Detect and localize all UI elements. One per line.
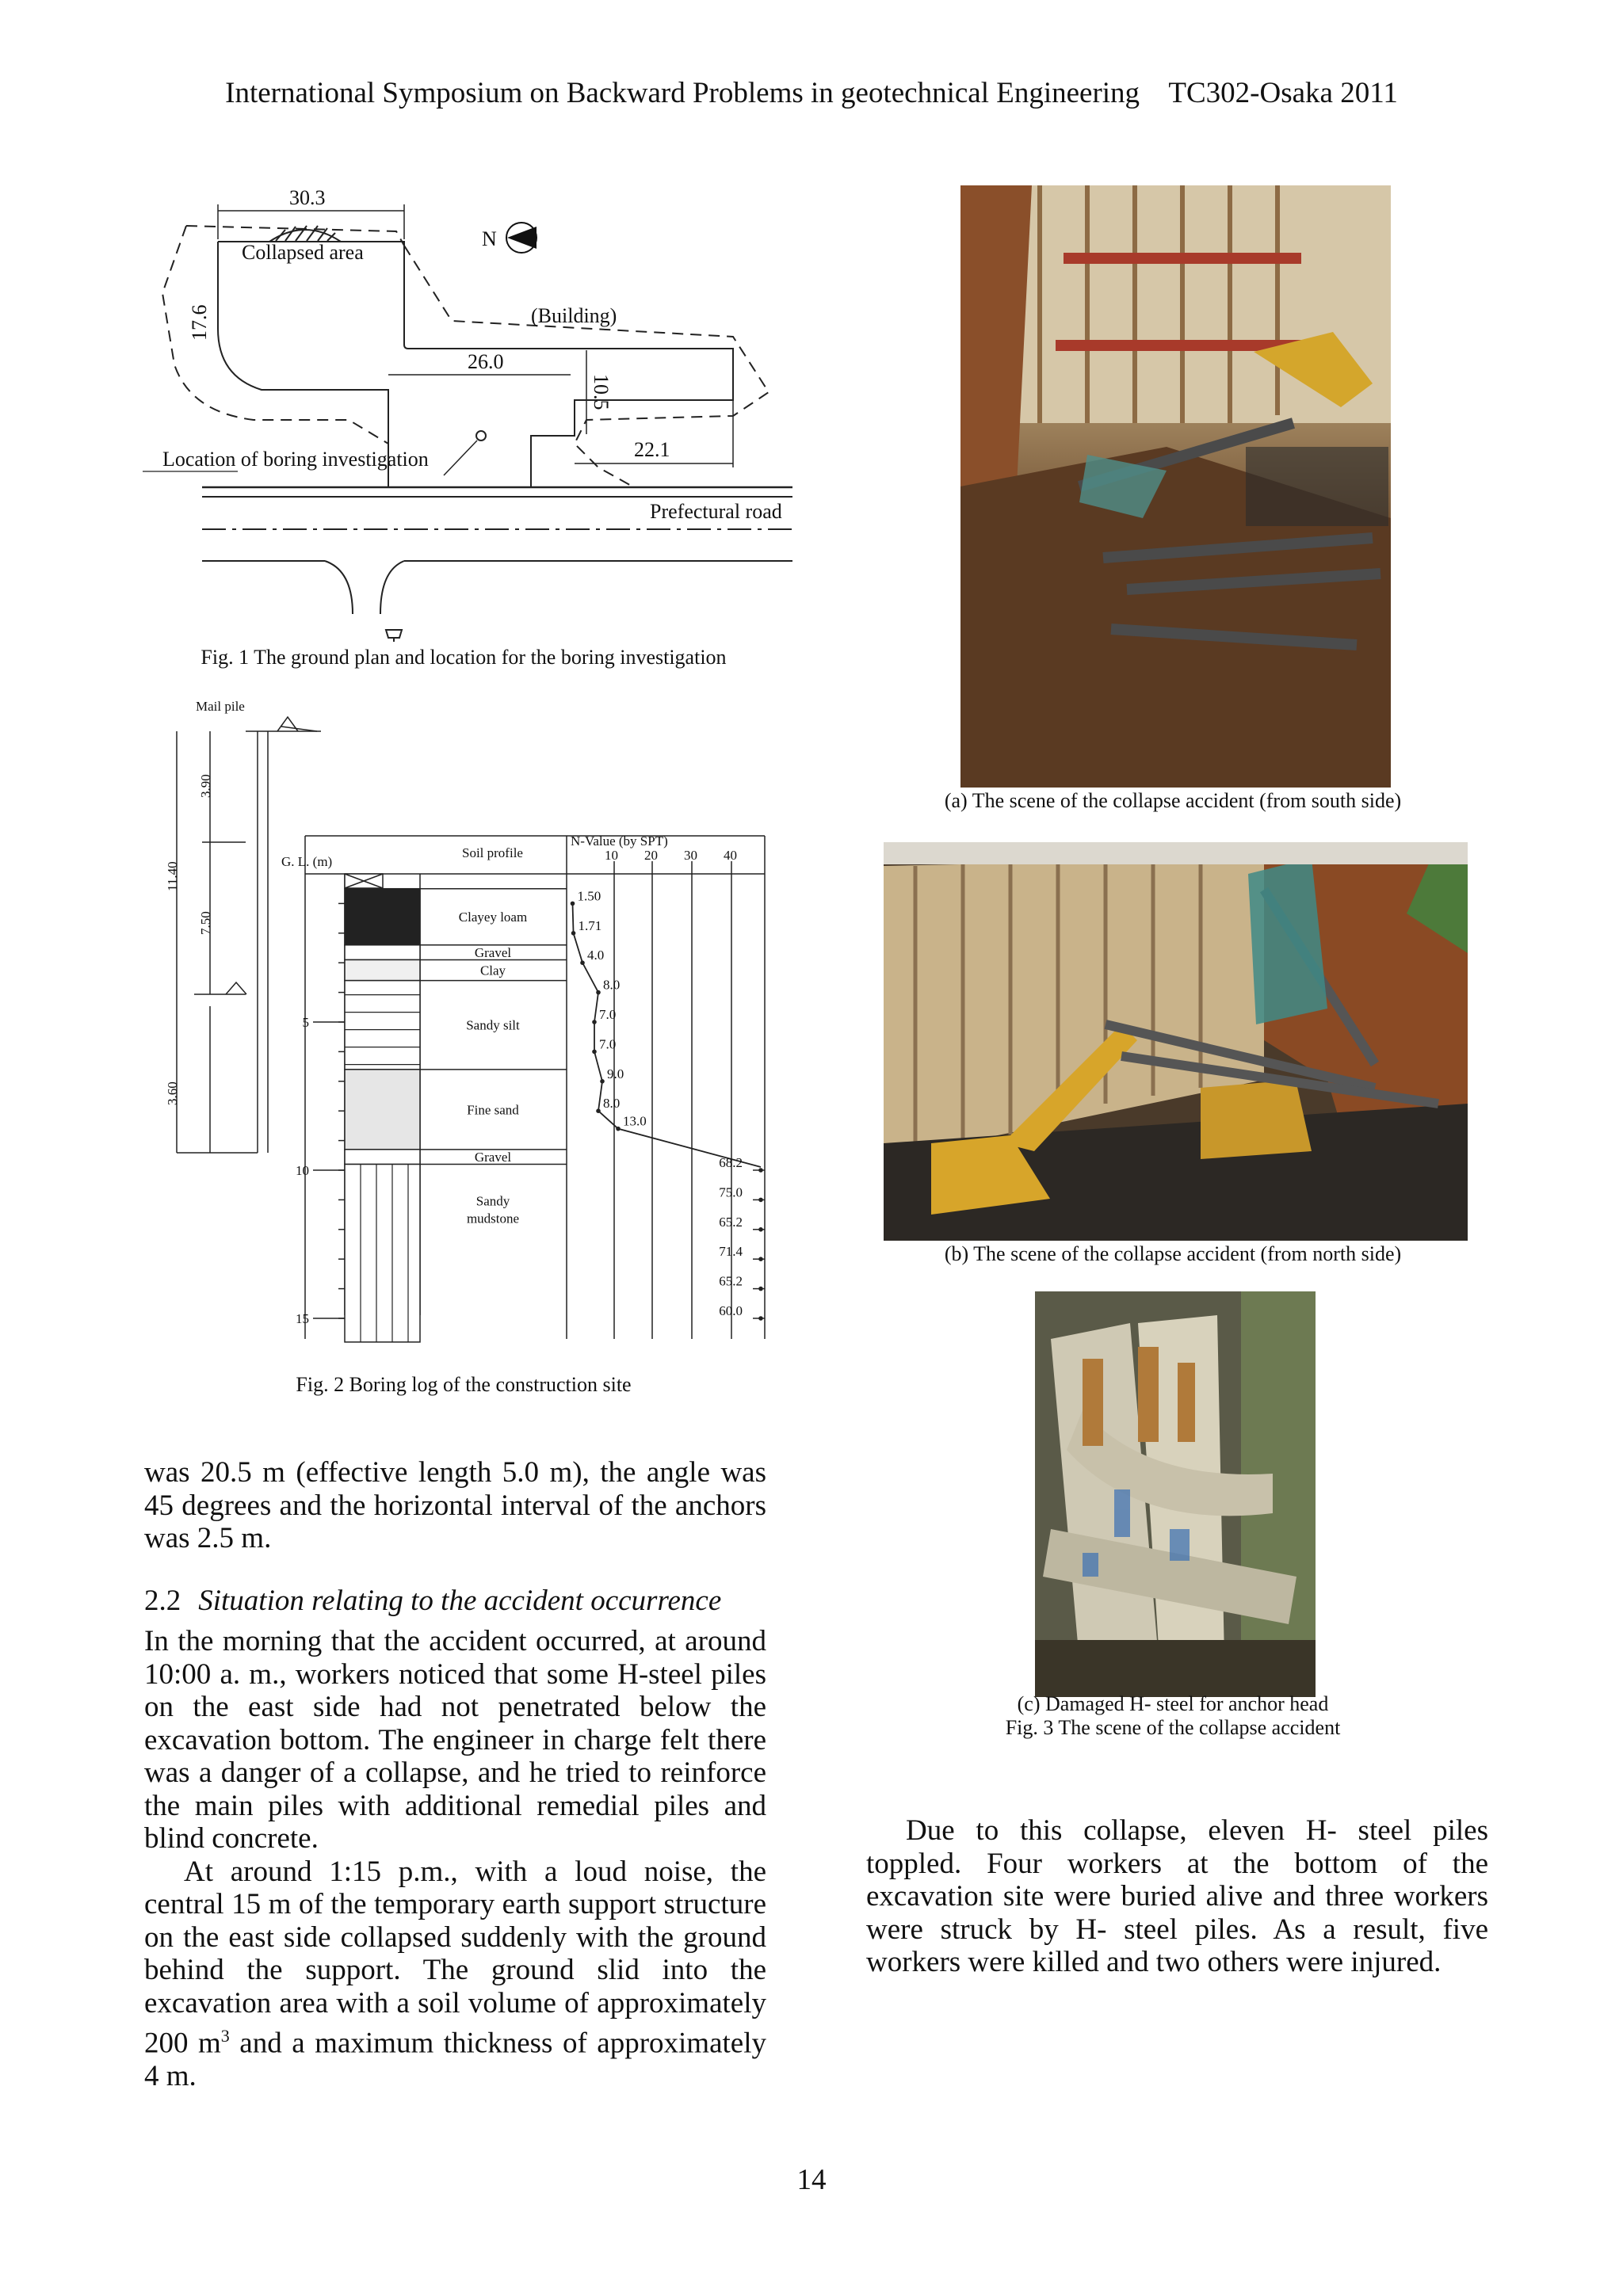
n-value-point (600, 1079, 605, 1084)
fig1-ground-plan (143, 182, 808, 642)
dim-22-1: 22.1 (634, 438, 670, 461)
soil-layer-label: Fine sand (467, 1102, 519, 1118)
n-value-label: 60.0 (719, 1303, 743, 1318)
pile-dim-1: 3.90 (198, 774, 213, 798)
n-value-label: 7.0 (599, 1036, 617, 1052)
collapsed-area-label: Collapsed area (242, 241, 364, 264)
fig3c-caption: (c) Damaged H- steel for anchor head (1017, 1692, 1329, 1715)
depth-tick-label: 10 (296, 1163, 309, 1178)
north-label: N (482, 227, 497, 250)
dim-30-3: 30.3 (289, 186, 326, 209)
soil-profile-header: Soil profile (462, 845, 523, 860)
soil-layer-label: Gravel (474, 1150, 512, 1165)
depth-tick-label: 15 (296, 1311, 309, 1326)
n-value-point (596, 990, 601, 995)
n-value-point (592, 1050, 597, 1055)
n-value-label: 1.71 (578, 917, 602, 933)
soil-layer-pattern (345, 889, 420, 945)
section-number: 2.2 (144, 1584, 181, 1617)
n-value-label: 65.2 (719, 1273, 743, 1289)
n-value-label: 13.0 (623, 1113, 647, 1129)
soil-layer-pattern (345, 945, 420, 960)
n-value-label: 75.0 (719, 1184, 743, 1200)
n-value-label: 1.50 (577, 888, 601, 904)
mail-pile-label: Mail pile (196, 699, 245, 714)
fig1-caption: Fig. 1 The ground plan and location for the boring investigation (200, 646, 727, 669)
soil-layer-pattern (345, 959, 420, 980)
soil-layer-label: Gravel (474, 945, 512, 961)
pile-dim-4: 3.60 (165, 1081, 180, 1105)
fig3-caption: Fig. 3 The scene of the collapse accident (1005, 1716, 1341, 1739)
soil-layer-pattern (345, 1165, 420, 1342)
n-value-label: 8.0 (603, 977, 621, 993)
n-value-point (580, 960, 585, 965)
soil-layer-label: mudstone (466, 1211, 520, 1226)
soil-layer-label: Clayey loam (458, 910, 528, 925)
n-value-point (571, 931, 576, 936)
soil-layer-label: Clay (479, 963, 506, 978)
n-value-point (616, 1127, 621, 1131)
pile-dim-3: 11.40 (165, 861, 180, 891)
fig2-caption: Fig. 2 Boring log of the construction site (296, 1373, 632, 1396)
soil-layer-label: Sandy (475, 1193, 510, 1209)
n-tick-30: 30 (684, 848, 697, 863)
right-column-text (866, 1814, 1488, 1979)
n-value-point (592, 1020, 597, 1024)
n-value-label: 9.0 (607, 1066, 624, 1081)
photo-collapse-north (884, 842, 1468, 1241)
n-value-line (573, 903, 762, 1167)
n-value-label: 65.2 (719, 1214, 743, 1230)
running-header: International Symposium on Backward Problems in geotechnical Engineering TC302-Osaka 2011 (225, 77, 1398, 109)
boring-location-label: Location of boring investigation (162, 448, 429, 471)
soil-layer-label: Sandy silt (466, 1017, 520, 1033)
paragraph-3: Due to this collapse, eleven H- steel piles toppled. Four workers at the bottom of the excavation site were buried alive and three workers were struck by H- steel piles. As a result, five workers were killed and two others were injured. (866, 1814, 1488, 1978)
intro-paragraph: was 20.5 m (effective length 5.0 m), the angle was 45 degrees and the horizontal interval of the anchors was 2.5 m. (144, 1456, 766, 1554)
fig3b-caption: (b) The scene of the collapse accident (from north side) (944, 1242, 1402, 1265)
n-value-point (596, 1108, 601, 1113)
n-value-label: 68.2 (719, 1155, 743, 1170)
n-value-label: 71.4 (719, 1244, 743, 1260)
photo-damaged-h-steel (1035, 1291, 1316, 1697)
n-tick-10: 10 (605, 848, 618, 863)
n-tick-40: 40 (724, 848, 737, 863)
soil-layer-pattern (345, 1150, 420, 1165)
n-value-header: N-Value (by SPT) (571, 833, 668, 849)
section-heading (144, 1585, 766, 1618)
dim-26-0: 26.0 (468, 350, 504, 373)
n-value-point (571, 902, 575, 906)
n-value-label: 4.0 (587, 948, 605, 963)
page-number: 14 (796, 2164, 827, 2196)
n-value-label: 8.0 (603, 1096, 621, 1112)
pile-dim-2: 7.50 (198, 911, 213, 935)
dim-10-5: 10.5 (590, 374, 613, 410)
dim-17-6: 17.6 (188, 304, 211, 341)
road-label: Prefectural road (650, 500, 782, 523)
paragraph-2: At around 1:15 p.m., with a loud noise, the central 15 m of the temporary earth support structure on the east side collapsed suddenly with the ground behind the support. The ground slid into the excavation area with a soil volume of approximately 200 $m^3$ and a maximum thickness of approximately 4 m. (144, 1855, 766, 2092)
photo-collapse-south (960, 185, 1391, 788)
n-value-label: 7.0 (599, 1007, 617, 1022)
depth-tick-label: 5 (302, 1015, 309, 1030)
n-tick-20: 20 (644, 848, 658, 863)
left-column-text (144, 1456, 766, 2092)
gl-label: G. L. (m) (281, 854, 333, 869)
fig2-boring-log (147, 693, 796, 1343)
building-label: (Building) (531, 304, 617, 327)
paragraph-1: In the morning that the accident occurred, at around 10:00 a. m., workers noticed that some H-steel piles on the east side had not penetrated below the excavation bottom. The engineer in charge felt there was a danger of a collapse, and he tried to reinforce the main piles with additional remedial piles and blind concrete. (144, 1625, 766, 1855)
fig3a-caption: (a) The scene of the collapse accident (from south side) (944, 789, 1402, 812)
soil-layer-pattern (345, 981, 420, 1070)
soil-layer-pattern (345, 1070, 420, 1150)
section-title: Situation relating to the accident occurrence (198, 1584, 722, 1617)
